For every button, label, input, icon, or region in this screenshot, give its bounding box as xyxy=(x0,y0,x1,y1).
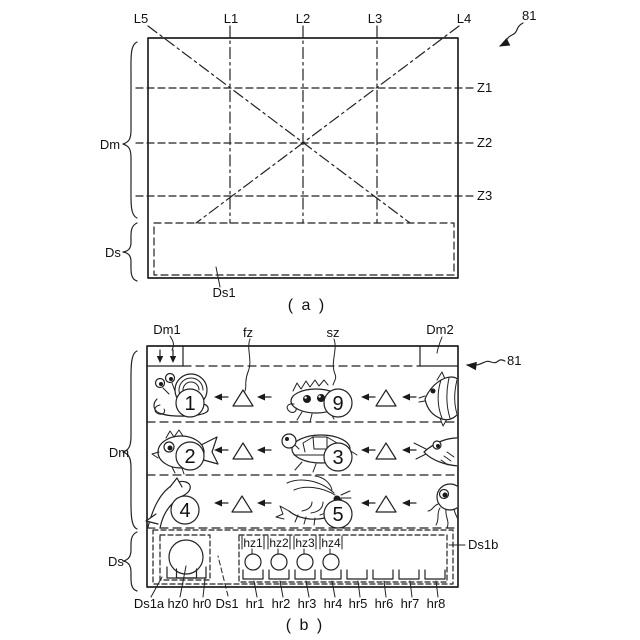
angelfish-icon xyxy=(419,372,463,426)
dm1-label: Dm1 xyxy=(153,322,181,337)
hr0-label: hr0 xyxy=(192,596,212,611)
hz0-circle xyxy=(169,540,203,574)
left-arrow-icon xyxy=(257,447,271,454)
hr1-label: hr1 xyxy=(245,596,265,611)
left-arrow-icon xyxy=(214,447,228,454)
ds1-leader-a xyxy=(216,267,220,287)
dm-label-b: Dm xyxy=(108,445,130,460)
z1-label: Z1 xyxy=(477,80,493,95)
ref-81-label-a: 81 xyxy=(522,8,537,23)
left-arrow-icon xyxy=(402,500,416,507)
dm-brace-b xyxy=(123,351,137,529)
ds-label-a: Ds xyxy=(105,245,121,260)
number-badge xyxy=(324,389,352,417)
dm1-leader xyxy=(170,336,173,350)
left-arrow-icon xyxy=(257,394,271,401)
hz4-label: hz4 xyxy=(321,536,341,550)
left-arrow-icon xyxy=(361,500,375,507)
left-arrow-icon xyxy=(214,500,228,507)
svg-text:9: 9 xyxy=(332,393,344,415)
z3-label: Z3 xyxy=(477,188,493,203)
down-arrow-icon xyxy=(157,350,163,363)
ds1a-label: Ds1a xyxy=(133,596,165,611)
hr1-bracket xyxy=(243,570,263,579)
hr6-label: hr6 xyxy=(374,596,394,611)
left-arrow-icon xyxy=(402,447,416,454)
hz3-circle xyxy=(297,554,313,570)
ds1-label-b: Ds1 xyxy=(215,596,239,611)
down-arrow-icon xyxy=(170,350,176,363)
ds1b-label: Ds1b xyxy=(468,537,499,552)
hr3-label: hr3 xyxy=(297,596,317,611)
l5-diagonal-line xyxy=(148,26,410,223)
row-right-symbols xyxy=(414,372,463,528)
left-arrow-icon xyxy=(257,500,271,507)
triangle-marker-icon xyxy=(233,390,253,406)
ds1-leader-b xyxy=(218,556,228,596)
hz0-label: hz0 xyxy=(167,596,189,611)
hr2-label: hr2 xyxy=(271,596,291,611)
svg-text:3: 3 xyxy=(332,447,344,469)
triangle-marker-icon xyxy=(376,443,396,459)
number-badge xyxy=(171,496,199,524)
svg-text:4: 4 xyxy=(179,500,191,522)
hz-leaders xyxy=(252,549,330,554)
hr2-bracket xyxy=(269,570,289,579)
number-badge xyxy=(324,500,352,528)
hr4-bracket xyxy=(321,570,341,579)
number-badge xyxy=(176,389,204,417)
left-arrow-icon xyxy=(361,394,375,401)
l4-label: L4 xyxy=(456,11,472,26)
hz1-circle xyxy=(245,554,261,570)
hr0-leader xyxy=(203,579,205,597)
dm-label-a: Dm xyxy=(99,137,121,152)
figure-b xyxy=(108,322,521,634)
svg-text:2: 2 xyxy=(184,446,196,468)
ds1-label-a: Ds1 xyxy=(212,285,236,300)
dm-brace-a xyxy=(123,42,137,218)
l2-label: L2 xyxy=(295,11,311,26)
left-arrow-icon xyxy=(361,447,375,454)
number-badge xyxy=(324,443,352,471)
hr5-bracket xyxy=(347,570,367,579)
l1-label: L1 xyxy=(223,11,239,26)
dm2-leader xyxy=(437,337,442,353)
svg-text:1: 1 xyxy=(184,393,196,415)
dm2-label: Dm2 xyxy=(426,322,454,337)
hr8-label: hr8 xyxy=(426,596,446,611)
hr3-bracket xyxy=(295,570,315,579)
ds-label-b: Ds xyxy=(108,554,124,569)
hr5-label: hr5 xyxy=(348,596,368,611)
fz-label: fz xyxy=(242,325,254,340)
triangle-marker-icon xyxy=(233,443,253,459)
ref-81-label-b: 81 xyxy=(507,353,522,368)
ds1-region-a xyxy=(154,223,454,275)
l5-label: L5 xyxy=(133,11,149,26)
hr6-bracket xyxy=(373,570,393,579)
triangle-marker-icon xyxy=(376,496,396,512)
hz3-label: hz3 xyxy=(295,536,315,550)
l3-label: L3 xyxy=(367,11,383,26)
ref-81-arrow-b xyxy=(467,360,505,365)
hz1-label: hz1 xyxy=(243,536,263,550)
triangle-marker-icon xyxy=(232,496,252,512)
caption-b: ( b ) xyxy=(285,617,325,634)
z2-label: Z2 xyxy=(477,135,493,150)
svg-text:5: 5 xyxy=(332,504,344,526)
hr8-bracket xyxy=(425,570,445,579)
sz-label: sz xyxy=(326,325,340,340)
caption-a: ( a ) xyxy=(287,297,327,314)
hr4-label: hr4 xyxy=(323,596,343,611)
l4-diagonal-line xyxy=(196,26,459,223)
left-arrow-icon xyxy=(402,394,416,401)
number-badge xyxy=(176,442,204,470)
triangle-marker-icon xyxy=(376,390,396,406)
ds-brace-a xyxy=(123,223,137,281)
pike-fish-icon xyxy=(414,438,462,466)
hz2-label: hz2 xyxy=(269,536,289,550)
hr7-label: hr7 xyxy=(400,596,420,611)
hz4-circle xyxy=(323,554,339,570)
left-arrow-icon xyxy=(214,394,228,401)
hz2-circle xyxy=(271,554,287,570)
hr7-bracket xyxy=(399,570,419,579)
ds-brace-b xyxy=(123,532,137,591)
figure-a xyxy=(100,8,537,314)
ref-81-arrow-a xyxy=(500,23,523,46)
